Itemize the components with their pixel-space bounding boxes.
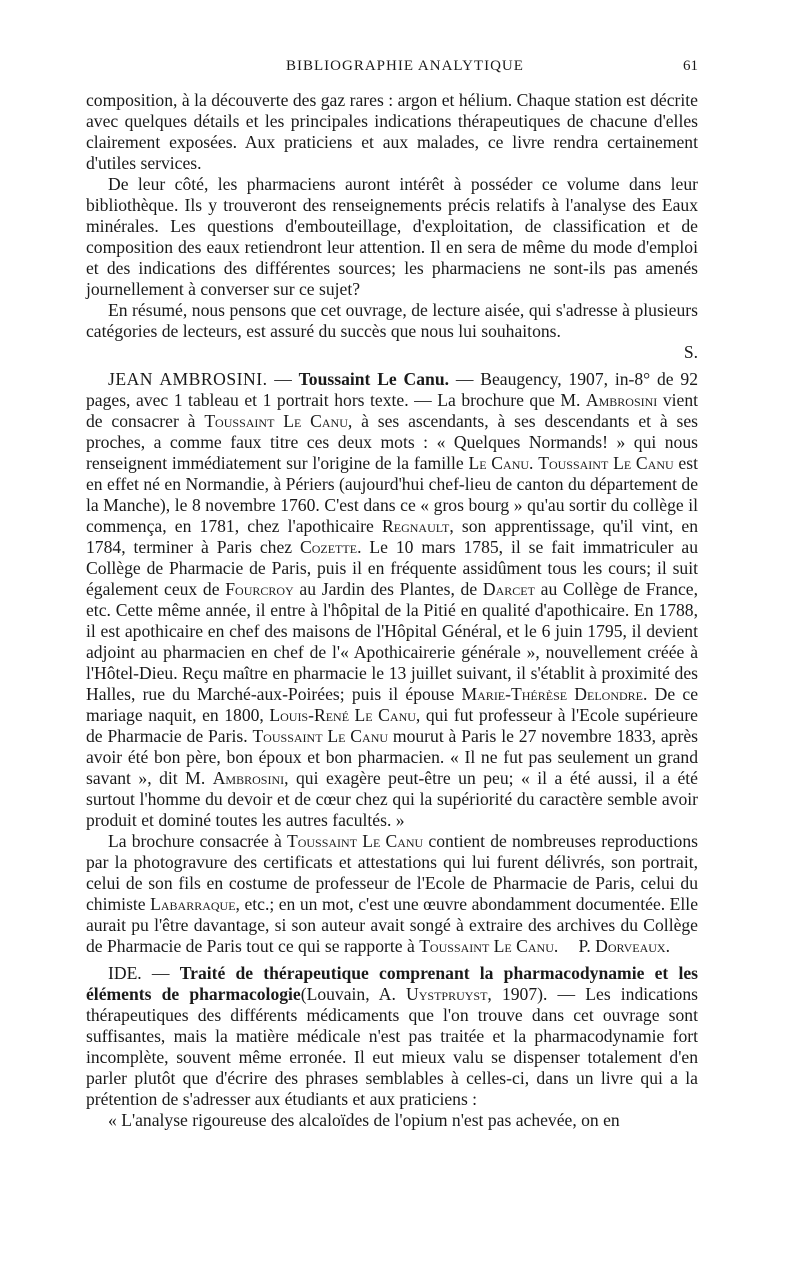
text-run: . De ce mariage naquit, en 1800, — [86, 684, 699, 725]
person-name: Toussaint Le Canu — [538, 453, 674, 473]
text-run: , qui exagère peut-être un peu; « il a été aussi, il a été surtout l'homme du devoir et de cœur chez qui la supériorité du caractère semble avoir produit et dominé toutes les autres facultés. » — [86, 768, 698, 830]
person-name: Louis-René Le Canu — [269, 705, 416, 725]
text-run: La brochure consacrée à — [108, 831, 287, 851]
text-run: (Louvain, A. — [300, 984, 407, 1004]
review-1-signature: S. — [683, 342, 698, 362]
text-run: Beaugency, 1907, in-8° de 92 pages, avec 1 tableau et 1 portrait hors texte. — La brochure que M. — [86, 369, 698, 410]
person-name: Ambrosini — [585, 390, 658, 410]
review-3-quote: « L'analyse rigoureuse des alcaloïdes de l'opium n'est pas achevée, on en — [108, 1110, 620, 1130]
text-run: . — [529, 453, 539, 473]
review-1-paragraph-3: En résumé, nous pensons que cet ouvrage, de lecture aisée, qui s'adresse à plusieurs catégories de lecteurs, est assuré du succès que nous lui souhaitons. — [86, 300, 698, 341]
text-run: . — [553, 936, 559, 956]
page-number: 61 — [683, 58, 698, 74]
review-3-paragraph-1 — [86, 963, 698, 1110]
review-2-paragraph-2 — [86, 831, 698, 957]
separator: — — [141, 963, 180, 983]
text-run: mourut à Paris le 27 novembre 1833, après avoir été bon père, bon époux et bon pharmacien. « Il ne fut pas seulement un grand savant », dit M. — [86, 726, 698, 788]
text-run: contient de nombreuses reproductions par la photogravure des certificats et attestations qui lui furent délivrés, son portrait, celui de son fils en costume de professeur de l'Ecole de Pharmacie de Paris, celui du chimiste — [86, 831, 698, 914]
person-name: Toussaint Le Canu — [419, 936, 554, 956]
running-head — [86, 58, 698, 80]
review-2-paragraph-1 — [86, 369, 698, 831]
text-run: au Jardin des Plantes, de — [293, 579, 483, 599]
person-name: Darcet — [482, 579, 535, 599]
person-name: Cozette — [300, 537, 358, 557]
text-run: , qui fut professeur à l'Ecole supérieure de Pharmacie de Paris. — [86, 705, 698, 746]
person-name: Le Canu — [468, 453, 530, 473]
person-name: Marie-Thérèse Delondre — [461, 684, 644, 704]
person-name: Toussaint Le Canu — [252, 726, 389, 746]
body-text — [86, 90, 698, 1131]
person-name: Toussaint Le Canu — [204, 411, 348, 431]
person-name: Fourcroy — [225, 579, 294, 599]
review-2-author: JEAN AMBROSINI. — [108, 369, 268, 389]
separator: — — [267, 369, 299, 389]
person-name: Regnault — [382, 516, 450, 536]
text-run: , son apprentissage, qu'il vint, en 1784, terminer à Paris chez — [86, 516, 698, 557]
text-run: . Le 10 mars 1785, il se fait immatriculer au Collège de Pharmacie de Paris, puis il en fréquente assidûment tous les cours; il suit également ceux de — [86, 537, 698, 599]
text-run: , à ses ascendants, à ses descendants et à ses proches, a comme faux titre ces deux mots : « Quelques Normands! » qui nous renseignent immédiatement sur l'origine de la famille — [86, 411, 698, 473]
review-1-paragraph-2: De leur côté, les pharmaciens auront intérêt à posséder ce volume dans leur bibliothèque. Ils y trouveront des renseignements précis relatifs à l'analyse des Eaux minérales. Les questions d'embouteillage, d'exploitation, de classification et de composition des eaux retiendront leur attention. Il en sera de même du mode d'emploi et des indications des différentes sources; les pharmaciens ne sont-ils pas amenés journellement à converser sur ce sujet? — [86, 174, 698, 299]
person-name: Ambrosini — [212, 768, 285, 788]
text-run: vient de consacrer à — [86, 390, 699, 431]
text-run: , etc.; en un mot, c'est une œuvre abondamment documentée. Elle aurait pu l'être davantage, si son auteur avait songé à extraire des archives du Collège de Pharmacie de Paris tout ce qui se rapporte à — [86, 894, 699, 956]
review-3-book-title: Traité de thérapeutique comprenant la pharmacodynamie et les éléments de pharmacologie — [86, 963, 698, 1004]
text-run: est en effet né en Normandie, à Périers (aujourd'hui chef-lieu de canton du département de la Manche), le 8 novembre 1760. C'est dans ce « gros bourg » qu'au sortir du collège il commença, en 1781, chez l'apothicaire — [86, 453, 698, 536]
running-head-title: BIBLIOGRAPHIE ANALYTIQUE — [286, 58, 524, 74]
review-2-book-title: Toussaint Le Canu. — [298, 369, 450, 389]
person-name: Labarraque — [150, 894, 236, 914]
person-name: Toussaint Le Canu — [286, 831, 424, 851]
review-3-author: IDE. — [108, 963, 142, 983]
review-1-paragraph-1: composition, à la découverte des gaz rares : argon et hélium. Chaque station est décrite avec quelques détails et les principales indications thérapeutiques de chacune d'elles clairement exposées. Aux praticiens et aux malades, ce livre rendra certainement d'utiles services. — [86, 90, 698, 173]
separator: — — [449, 369, 481, 389]
text-run: , 1907). — Les indications thérapeutiques des différents médicaments que l'on trouve dans cet ouvrage sont suffisantes, mais la matière médicale n'est pas traitée et la pharmacodynamie fort incomplète, souvent même erronée. Il eut mieux valu se dispenser totalement d'en parler plutôt que d'écrire des phrases semblables à celles-ci, dans un livre qui a la prétention de s'adresser aux étudiants et aux praticiens : — [86, 984, 698, 1109]
text-run: au Collège de France, etc. Cette même année, il entre à l'hôpital de la Pitié en qualité d'apothicaire. En 1788, il est apothicaire en chef des maisons de l'Hôpital Général, et le 6 juin 1795, il devient adjoint au pharmacien en chef de l'« Apothicairerie générale », nouvellement créée à l'Hôtel-Dieu. Reçu maître en pharmacie le 13 juillet suivant, il s'établit à proximité des Halles, rue du Marché-aux-Poirées; puis il épouse — [86, 579, 698, 704]
person-name: Uystpruyst — [406, 984, 488, 1004]
review-2-signature: P. Dorveaux. — [578, 936, 670, 956]
